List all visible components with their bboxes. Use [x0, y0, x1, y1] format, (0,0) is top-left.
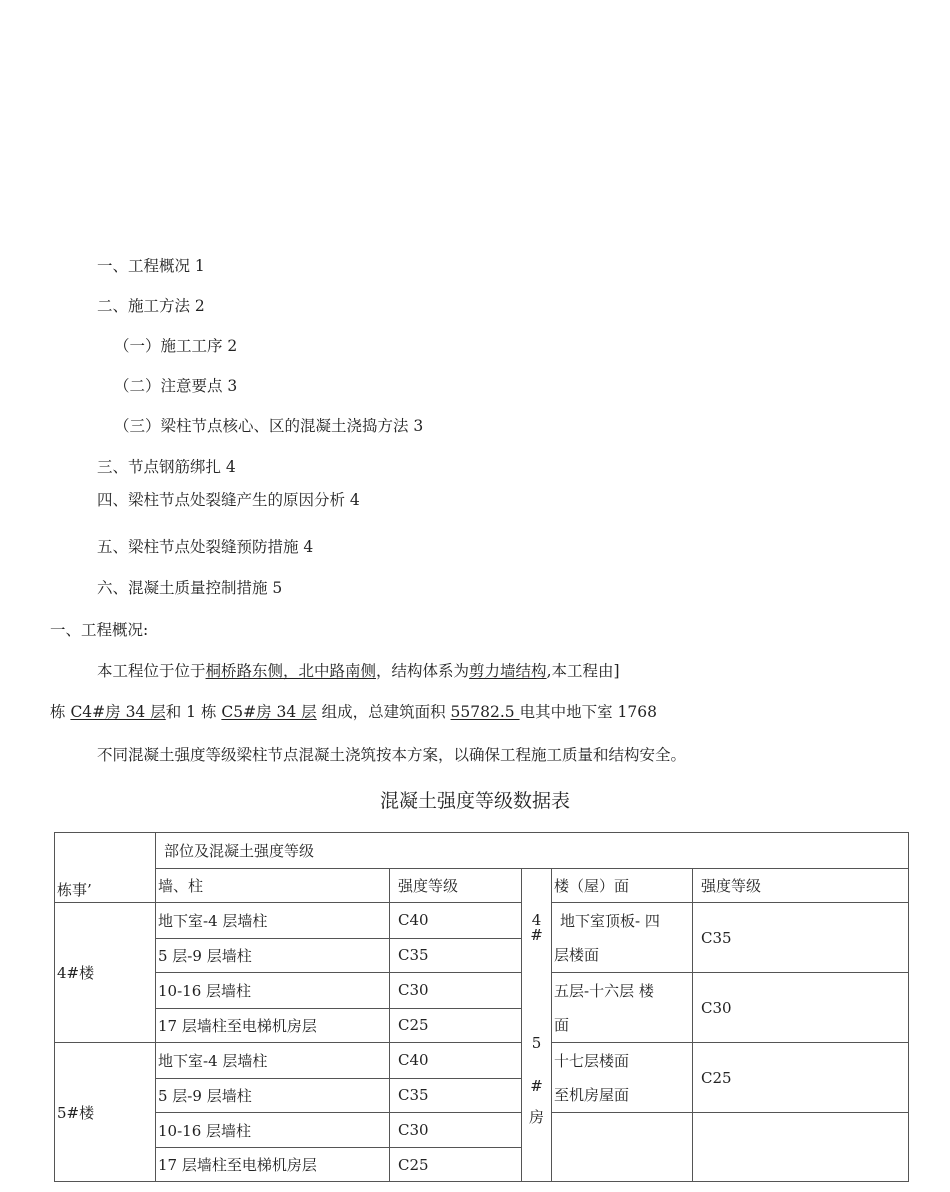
toc-item[interactable]: 一、工程概况 1: [97, 257, 205, 275]
text-run: 和 1 栋: [165, 703, 222, 721]
text-run: ,本工程由]: [546, 662, 620, 680]
corner-header: 栋事’: [55, 833, 156, 903]
text-run: 组成，总建筑面积: [316, 703, 451, 721]
body-paragraph: [97, 659, 620, 681]
table-cell: 地下室-4 层墙柱: [156, 903, 390, 939]
toc-item[interactable]: （二）注意要点 3: [114, 377, 238, 395]
text-run: 栋: [50, 703, 71, 721]
toc-item[interactable]: （一）施工工序 2: [114, 337, 238, 355]
table-cell: [552, 903, 693, 973]
table-cell: C35: [390, 938, 522, 973]
underlined-text: C5#房 34 层: [221, 703, 317, 721]
column-header: 强度等级: [390, 869, 522, 903]
group-header: 部位及混凝土强度等级: [156, 833, 909, 869]
table-cell: [552, 973, 693, 1043]
table-row: [55, 973, 909, 1009]
table-cell: 10-16 层墙柱: [156, 1113, 390, 1148]
column-header: 强度等级: [693, 869, 909, 903]
body-paragraph-continued: [50, 700, 657, 722]
toc-item[interactable]: 四、梁柱节点处裂缝产生的原因分析 4: [97, 491, 360, 509]
table-cell: C40: [390, 1043, 522, 1079]
table-cell: C35: [390, 1078, 522, 1113]
floor-text: 面: [554, 1015, 570, 1034]
concrete-grade-table: [54, 832, 909, 1182]
vertical-char: 房: [528, 1108, 544, 1126]
floor-text: 十七层楼面: [554, 1051, 630, 1070]
table-cell: C35: [693, 903, 909, 973]
empty-cell: [693, 1113, 909, 1182]
underlined-text: 桐桥路东侧，北中路南侧: [205, 662, 377, 680]
underlined-text: 55782.5: [450, 703, 520, 721]
table-cell: C25: [390, 1008, 522, 1043]
underlined-text: 剪力墙结构: [469, 662, 547, 680]
toc-item[interactable]: 六、混凝土质量控制措施 5: [97, 579, 283, 597]
text-run: 电其中地下室 1768: [519, 703, 657, 721]
body-paragraph: 不同混凝土强度等级梁柱节点混凝土浇筑按本方案，以确保工程施工质量和结构安全。: [97, 746, 687, 764]
floor-text: 至机房屋面: [554, 1085, 630, 1104]
table-title: 混凝土强度等级数据表: [379, 790, 570, 812]
vertical-char: 5: [531, 1034, 542, 1052]
column-header: 楼（屋）面: [552, 869, 693, 903]
table-cell: C40: [390, 903, 522, 939]
table-cell: 地下室-4 层墙柱: [156, 1043, 390, 1079]
table-cell: 17 层墙柱至电梯机房层: [156, 1008, 390, 1043]
toc-item[interactable]: （三）梁柱节点核心、区的混凝土浇捣方法 3: [114, 417, 424, 435]
column-header: 墙、柱: [156, 869, 390, 903]
table-cell: 5 层-9 层墙柱: [156, 938, 390, 973]
vertical-char: #: [530, 1077, 543, 1095]
text-run: 本工程位于位于: [97, 662, 206, 680]
toc-item[interactable]: 五、梁柱节点处裂缝预防措施 4: [97, 538, 314, 556]
toc-item[interactable]: 二、施工方法 2: [97, 297, 205, 315]
building-label: 5#楼: [55, 1043, 156, 1182]
table-cell: C30: [693, 973, 909, 1043]
table-cell: C25: [390, 1148, 522, 1182]
floor-text: 地下室顶板- 四: [560, 911, 660, 930]
table-row: [55, 1043, 909, 1079]
underlined-text: C4#房 34 层: [70, 703, 166, 721]
text-run: ，结构体系为: [376, 662, 470, 680]
floor-text: 五层-十六层 楼: [554, 981, 654, 1000]
table-cell: C30: [390, 973, 522, 1009]
vertical-char: 4: [531, 911, 542, 929]
table-cell: 17 层墙柱至电梯机房层: [156, 1148, 390, 1182]
table-cell: C25: [693, 1043, 909, 1113]
toc-item[interactable]: 三、节点钢筋绑扎 4: [97, 458, 236, 476]
vertical-char: #: [530, 926, 543, 944]
table-cell: [552, 1043, 693, 1113]
section-heading: 一、工程概况:: [50, 621, 149, 639]
table-cell: C30: [390, 1113, 522, 1148]
table-row: [55, 1113, 909, 1148]
table-row: [55, 903, 909, 939]
table-cell: 10-16 层墙柱: [156, 973, 390, 1009]
vertical-label: [522, 869, 552, 1182]
table-cell: 5 层-9 层墙柱: [156, 1078, 390, 1113]
building-label: 4#楼: [55, 903, 156, 1043]
empty-cell: [552, 1113, 693, 1182]
floor-text: 层楼面: [554, 945, 600, 964]
